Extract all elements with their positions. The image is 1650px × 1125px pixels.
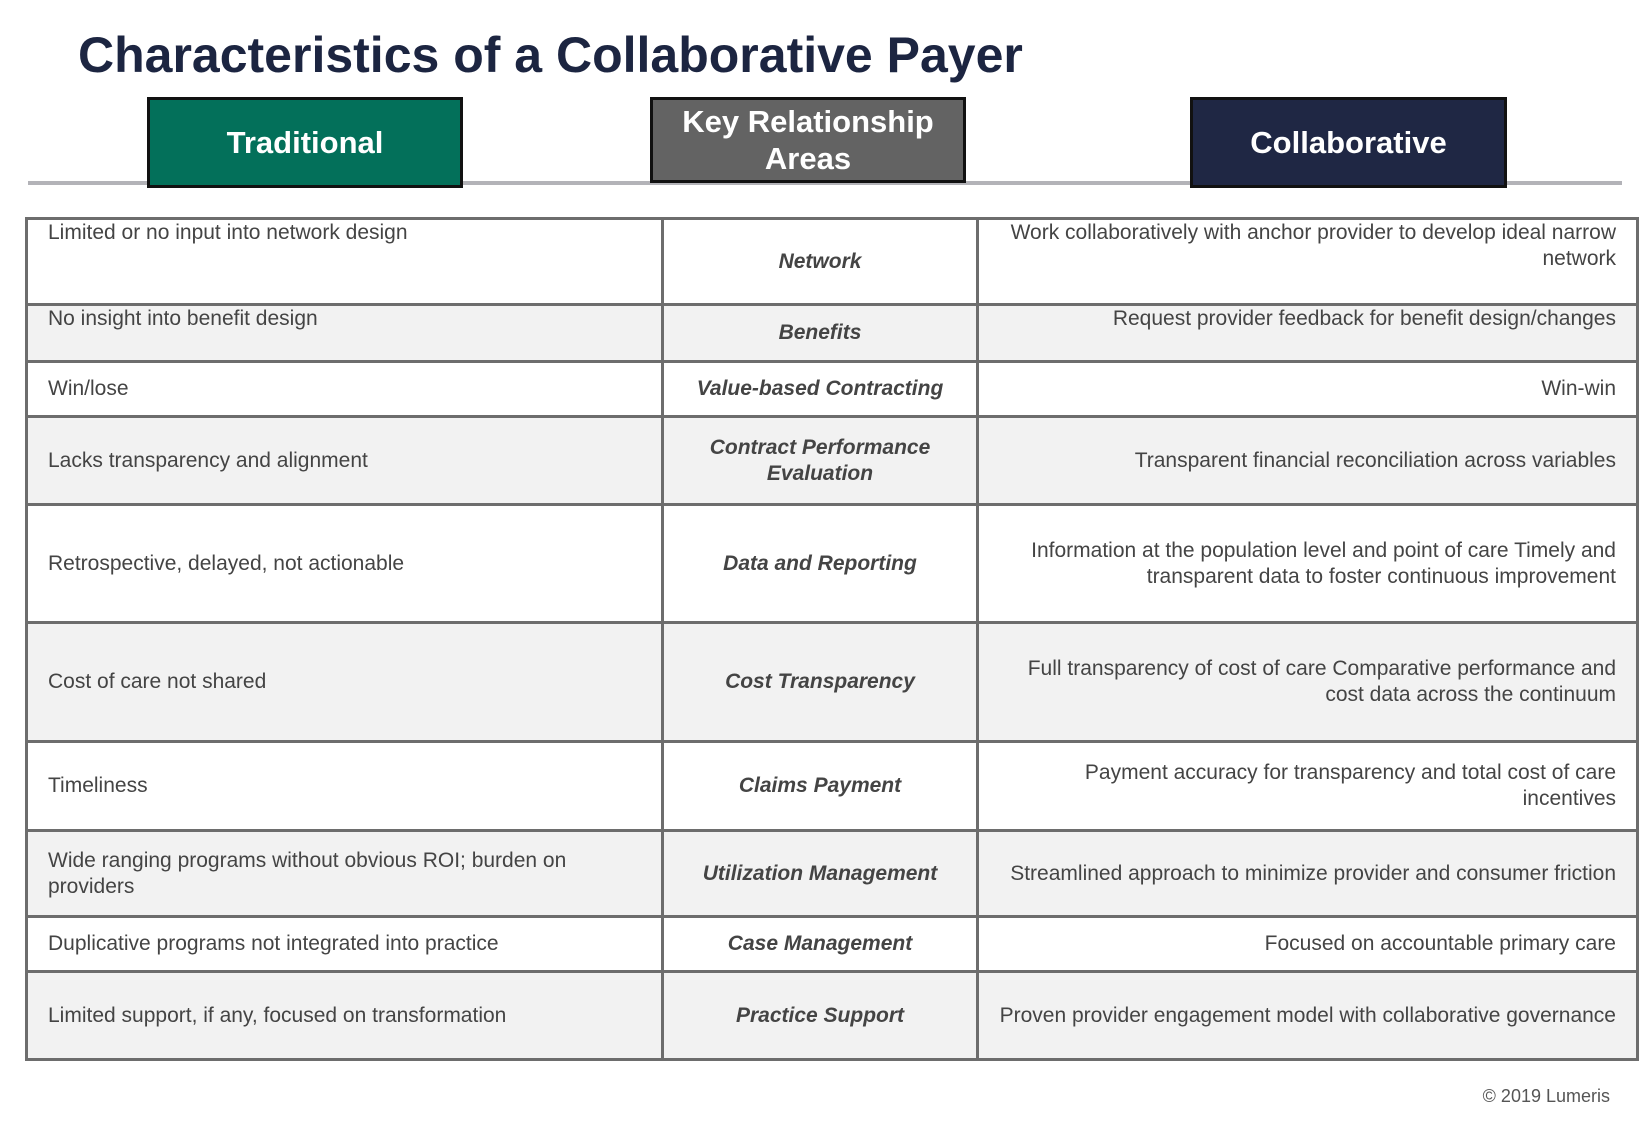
- area-cell: Practice Support: [663, 972, 978, 1060]
- area-cell: Data and Reporting: [663, 505, 978, 623]
- collaborative-cell: Focused on accountable primary care: [978, 917, 1638, 972]
- traditional-cell: Duplicative programs not integrated into practice: [27, 917, 663, 972]
- collaborative-cell: Payment accuracy for transparency and total cost of care incentives: [978, 742, 1638, 831]
- collaborative-cell: Work collaboratively with anchor provider to develop ideal narrow network: [978, 219, 1638, 305]
- key-relationship-areas-header: Key Relationship Areas: [650, 97, 966, 183]
- area-cell: Benefits: [663, 305, 978, 362]
- area-cell: Claims Payment: [663, 742, 978, 831]
- traditional-cell: Limited support, if any, focused on transformation: [27, 972, 663, 1060]
- collaborative-cell: Win-win: [978, 362, 1638, 417]
- traditional-cell: Lacks transparency and alignment: [27, 417, 663, 505]
- table-row: [27, 362, 1638, 417]
- traditional-header: Traditional: [147, 97, 463, 188]
- table-row: [27, 623, 1638, 742]
- traditional-cell: Wide ranging programs without obvious ROI; burden on providers: [27, 831, 663, 917]
- copyright-notice: © 2019 Lumeris: [1482, 1086, 1610, 1106]
- table-row: [27, 917, 1638, 972]
- table-row: [27, 219, 1638, 305]
- collaborative-cell: Information at the population level and point of care Timely and transparent data to foster continuous improvement: [978, 505, 1638, 623]
- area-cell: Cost Transparency: [663, 623, 978, 742]
- traditional-cell: Retrospective, delayed, not actionable: [27, 505, 663, 623]
- area-cell: Utilization Management: [663, 831, 978, 917]
- area-cell: Contract Performance Evaluation: [663, 417, 978, 505]
- collaborative-cell: Request provider feedback for benefit design/changes: [978, 305, 1638, 362]
- traditional-cell: Win/lose: [27, 362, 663, 417]
- table-row: [27, 742, 1638, 831]
- traditional-cell: Timeliness: [27, 742, 663, 831]
- collaborative-cell: Transparent financial reconciliation across variables: [978, 417, 1638, 505]
- table-row: [27, 305, 1638, 362]
- traditional-cell: Cost of care not shared: [27, 623, 663, 742]
- traditional-cell: No insight into benefit design: [27, 305, 663, 362]
- table-row: [27, 417, 1638, 505]
- comparison-table: [25, 217, 1639, 1061]
- collaborative-cell: Full transparency of cost of care Comparative performance and cost data across the continuum: [978, 623, 1638, 742]
- area-cell: Network: [663, 219, 978, 305]
- table-row: [27, 831, 1638, 917]
- area-cell: Value-based Contracting: [663, 362, 978, 417]
- table-row: [27, 505, 1638, 623]
- traditional-cell: Limited or no input into network design: [27, 219, 663, 305]
- collaborative-header: Collaborative: [1190, 97, 1507, 188]
- collaborative-cell: Streamlined approach to minimize provider and consumer friction: [978, 831, 1638, 917]
- area-cell: Case Management: [663, 917, 978, 972]
- page-title: Characteristics of a Collaborative Payer: [78, 27, 1023, 83]
- collaborative-cell: Proven provider engagement model with collaborative governance: [978, 972, 1638, 1060]
- table-row: [27, 972, 1638, 1060]
